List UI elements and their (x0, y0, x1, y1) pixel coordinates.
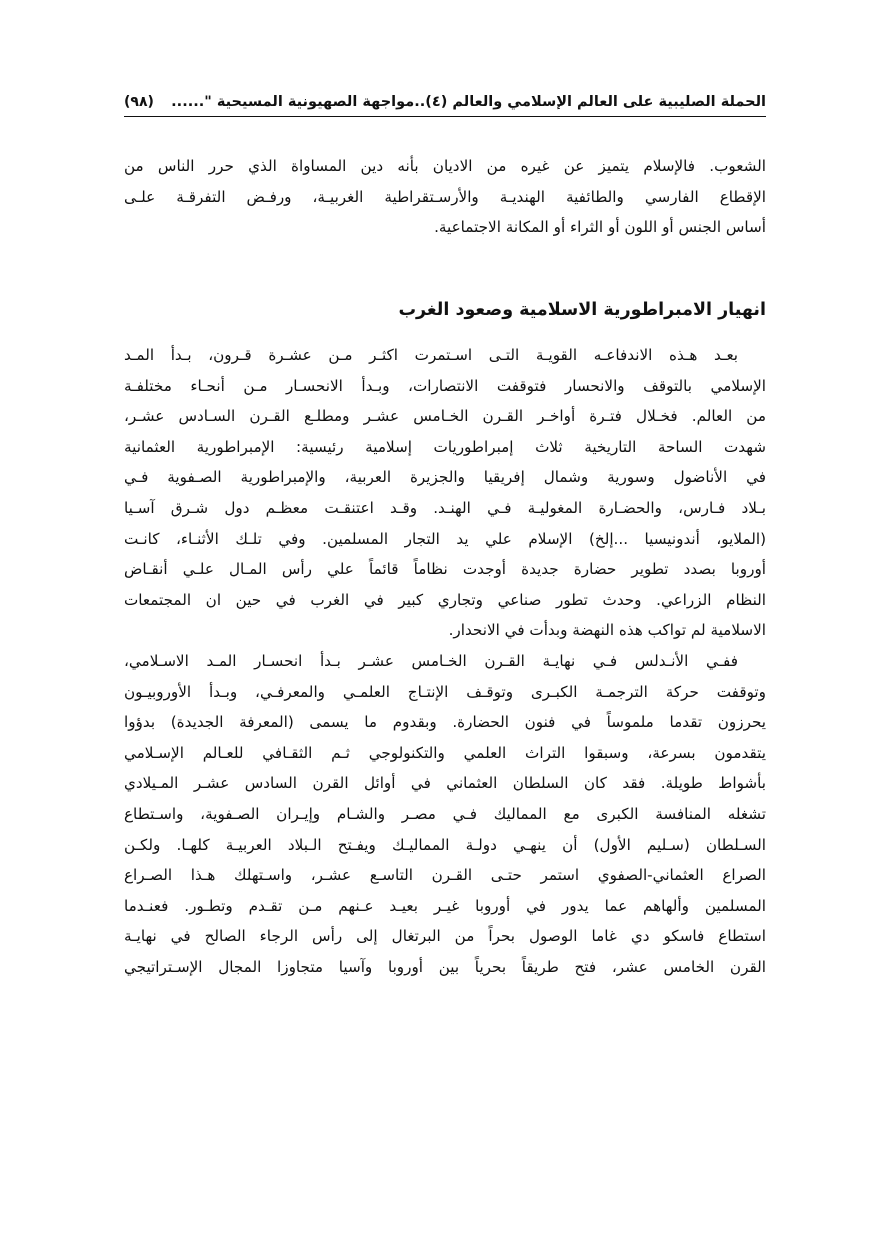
text-line: ففـي الأنـدلس فـي نهايـة القـرن الخـامس عشـر بـدأ انحسـار المـد الاسـلامي، (124, 651, 738, 670)
text-line: تشغله المنافسة الكبرى مع المماليك فـي مصـر والشـام وإيـران الصـفوية، واسـتطاع (124, 804, 766, 823)
intro-paragraph (124, 151, 766, 243)
section-body (124, 340, 766, 982)
text-line: (الملايو، أندونيسيا ...إلخ) الإسلام علي يد التجار المسلمين. وفي تلـك الأثنـاء، كانـت (124, 529, 766, 548)
text-line: يحرزون تقدما ملموساً في فنون الحضارة. وبقدوم ما يسمى (المعرفة الجديدة) بدؤوا (124, 713, 766, 732)
running-header (124, 90, 766, 114)
text-line: يتقدمون بسرعة، وسبقوا التراث العلمي والتكنولوجي ثـم الثقـافي للعـالم الإسـلامي (124, 743, 766, 762)
text-line: الإسلامي بالتوقف والانحسار فتوقفت الانتصارات، وبـدأ الانحسـار مـن أنحـاء مختلفـة (124, 376, 766, 395)
text-line: السـلطان (سـليم الأول) أن ينهـي دولـة المماليـك ويفـتح الـبلاد العربيـة كلهـا. ولكـن (124, 835, 766, 854)
text-line: أساس الجنس أو اللون أو الثراء أو المكانة الاجتماعية. (434, 218, 766, 236)
text-line: بعـد هـذه الاندفاعـه القويـة التـى اسـتمرت اكثـر مـن عشـرة قـرون، بـدأ المـد (124, 346, 738, 364)
text-line: أوروبا بصدد تطوير حضارة جديدة أوجدت نظاماً قائماً علي رأس المـال علـي أنقـاض (124, 560, 766, 579)
paragraph-1 (124, 340, 766, 646)
text-line: القرن الخامس عشر، فتح طريقاً بحرياً بين أوروبا وآسيا متجاوزا المجال الإسـتراتيجي (124, 957, 766, 976)
header-divider (124, 116, 766, 117)
text-line: الإقطاع الفارسي والطائفية الهنديـة والأرسـتقراطية الغربيـة، ورفـض التفرقـة علـى (124, 187, 766, 206)
running-header-title: الحملة الصليبية على العالم الإسلامي والعالم (٤)..مواجهة الصهيونية المسيحية "...... (171, 94, 766, 110)
text-line: الاسلامية لم تواكب هذه النهضة وبدأت في الانحدار. (448, 621, 766, 640)
section-heading: انهيار الامبراطورية الاسلامية وصعود الغرب (398, 300, 766, 320)
text-line: بـلاد فـارس، والحضـارة المغوليـة فـي الهنـد. وقـد اعتنقـت معظـم دول شـرق آسـيا (124, 498, 766, 517)
text-line: من العالم. فخـلال فتـرة أواخـر القـرن الخـامس عشـر ومطلـع القـرن السـادس عشـر، (124, 407, 766, 426)
text-line: الشعوب. فالإسلام يتميز عن غيره من الاديان بأنه دين المساواة الذي حرر الناس من (124, 157, 766, 175)
text-line: استطاع فاسكو دي غاما الوصول بحراً من البرتغال إلى رأس الرجاء الصالح في نهايـة (124, 927, 766, 946)
text-line: النظام الزراعي. وحدث تطور صناعي وتجاري كبير في الغرب في حين ان المجتمعات (124, 590, 766, 609)
text-line: في الأناضول وسورية وشمال إفريقيا والجزيرة العربية، والإمبراطورية الصـفوية فـي (124, 468, 766, 487)
text-line: المسلمين وألهاهم عما يدور في أوروبا غيـر بعيـد عـنهم مـن تقـدم وتطـور. فعنـدما (124, 896, 766, 915)
text-line: شهدت الساحة التاريخية ثلاث إمبراطوريات إسلامية رئيسية: الإمبراطورية العثمانية (124, 437, 766, 456)
text-line: الصراع العثماني-الصفوي استمر حتـى القـرن التاسـع عشـر، واسـتهلك هـذا الصـراع (124, 866, 766, 885)
text-line: بأشواط طويلة. فقد كان السلطان العثماني في أوائل القرن السادس عشـر المـيلادي (124, 774, 766, 793)
page-number: (٩٨) (124, 94, 154, 110)
text-line: وتوقفت حركة الترجمـة الكبـرى وتوقـف الإنتـاج العلمـي والمعرفـي، وبـدأ الأوروبيـون (124, 682, 766, 701)
paragraph-2 (124, 646, 766, 983)
